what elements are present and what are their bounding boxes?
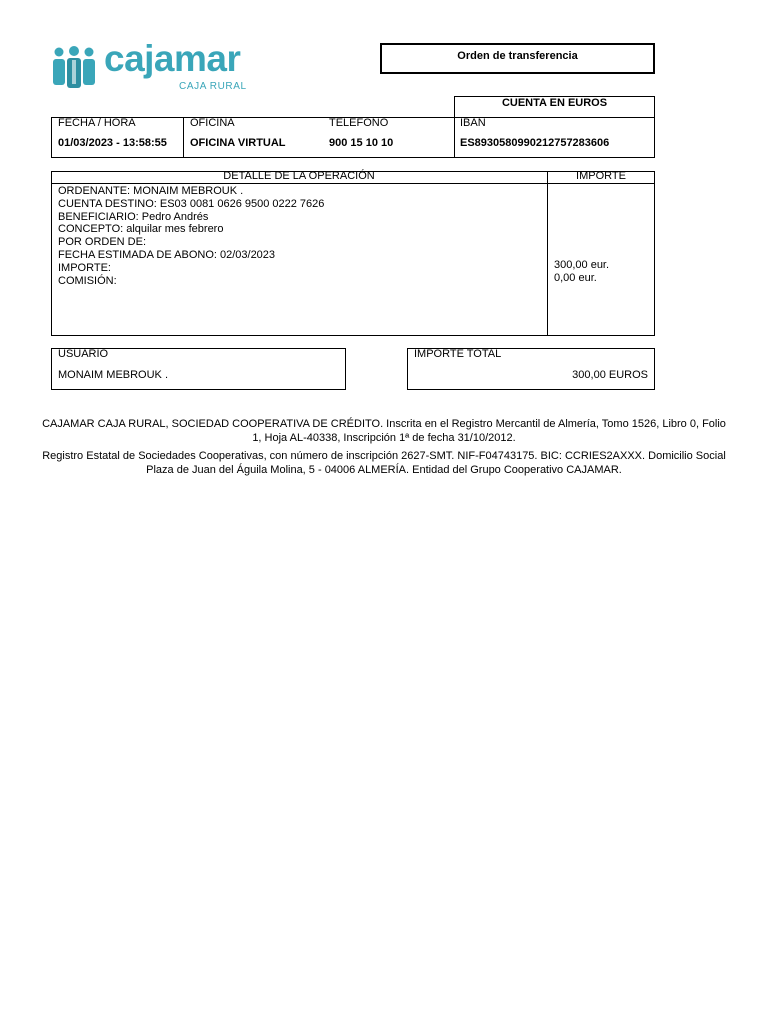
- user-label: USUARIO: [58, 348, 109, 360]
- fecha-value: 01/03/2023 - 13:58:55: [58, 137, 167, 149]
- detail-line: COMISIÓN:: [58, 274, 117, 287]
- detail-line: ORDENANTE: MONAIM MEBROUK .: [58, 185, 244, 197]
- divider: [51, 183, 655, 184]
- detail-line: CUENTA DESTINO: ES03 0081 0626 9500 0222 7626: [58, 197, 325, 210]
- comision-value: 0,00 eur.: [554, 272, 597, 284]
- cajamar-logo: [50, 38, 260, 94]
- detail-header: DETALLE DE LA OPERACIÓN: [223, 170, 375, 182]
- telefono-label: TELEFONO: [329, 117, 389, 129]
- oficina-label: OFICINA: [190, 117, 235, 129]
- divider: [454, 117, 455, 158]
- account-header-box: [454, 96, 655, 118]
- detail-line: FECHA ESTIMADA DE ABONO: 02/03/2023: [58, 248, 276, 261]
- detail-line: CONCEPTO: alquilar mes febrero: [58, 223, 224, 236]
- logo-subtitle: CAJA RURAL: [179, 81, 247, 92]
- legal-footer-2: Registro Estatal de Sociedades Cooperativas, con número de inscripción 2627-SMT. NIF-F04743175. BIC: CCRIES2AXXX. Domicilio Social Plaza de Juan del Águila Molina, 5 - 04006 ALMERÍA. Entidad del Grupo Cooperativo CAJAMAR.: [42, 450, 726, 476]
- document-title-box: [380, 43, 655, 74]
- divider: [183, 117, 184, 158]
- document-title: Orden de transferencia: [457, 50, 578, 62]
- account-header: CUENTA EN EUROS: [501, 97, 608, 109]
- logo-wordmark: cajamar: [104, 38, 241, 79]
- detail-lines: [58, 185, 324, 287]
- oficina-value: OFICINA VIRTUAL: [190, 137, 286, 149]
- total-label: IMPORTE TOTAL: [414, 348, 502, 360]
- detail-line: BENEFICIARIO: Pedro Andrés: [58, 210, 209, 223]
- iban-label: IBAN: [460, 117, 486, 129]
- detail-line: IMPORTE:: [58, 261, 111, 274]
- user-value: MONAIM MEBROUK .: [58, 369, 169, 381]
- iban-value: ES8930580990212757283606: [460, 137, 610, 149]
- amount-lines: [554, 259, 609, 285]
- importe-value: 300,00 eur.: [554, 259, 610, 271]
- fecha-label: FECHA / HORA: [58, 117, 136, 129]
- legal-footer-1: CAJAMAR CAJA RURAL, SOCIEDAD COOPERATIVA DE CRÉDITO. Inscrita en el Registro Mercantil de Almería, Tomo 1526, Libro 0, Folio 1, Hoja AL-40338, Inscripción 1ª de fecha 31/10/2012.: [42, 418, 726, 444]
- people-icon: [50, 46, 98, 90]
- detail-line: POR ORDEN DE:: [58, 236, 147, 249]
- total-value: 300,00 EUROS: [572, 369, 648, 381]
- divider: [547, 171, 548, 336]
- telefono-value: 900 15 10 10: [329, 137, 394, 149]
- amount-header: IMPORTE: [576, 170, 626, 182]
